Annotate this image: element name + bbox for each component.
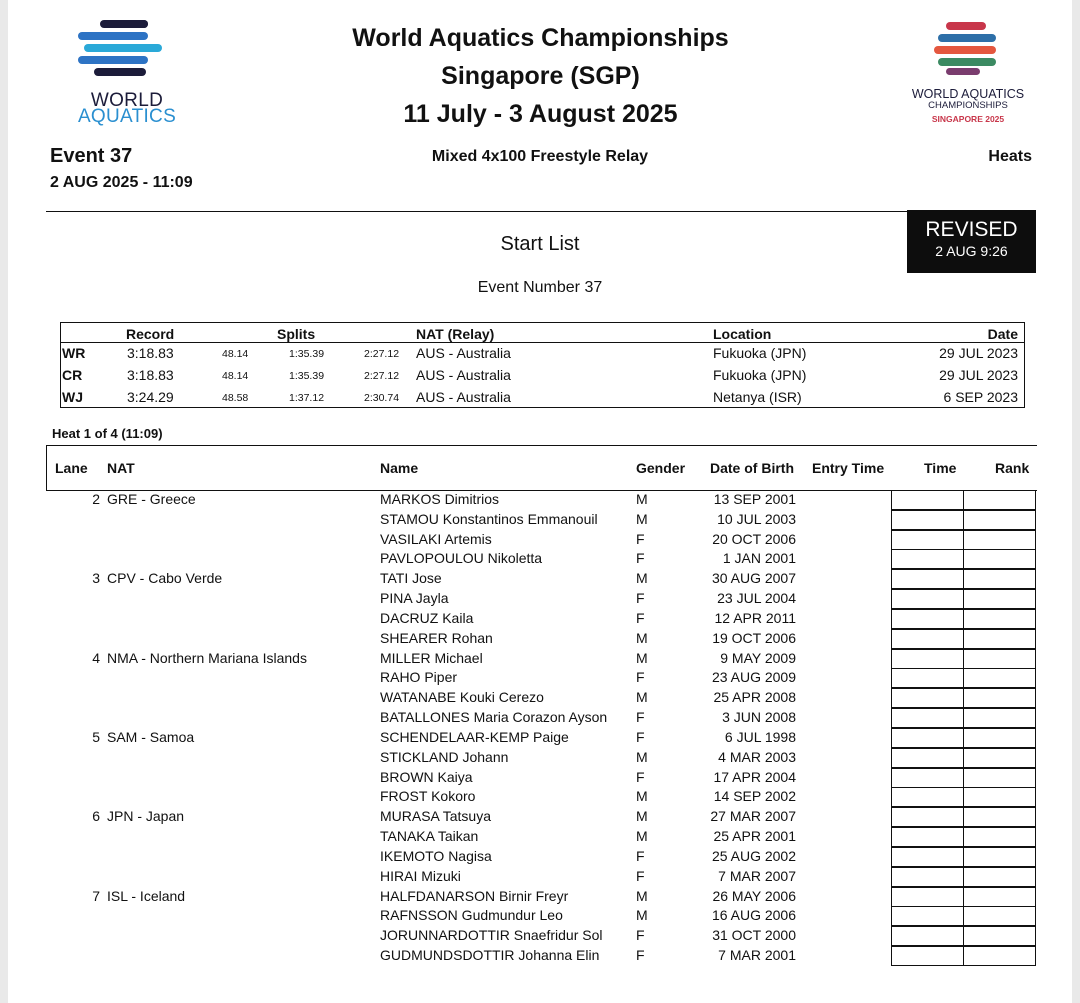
time-entry-box [891,787,964,807]
lane-number: 2 [92,491,100,507]
record-split1: 48.58 [222,392,249,404]
time-entry-box [891,490,964,510]
heat-header-bar [46,445,1037,491]
swimmer-dob: 25 APR 2001 [713,828,796,845]
swimmer-dob: 19 OCT 2006 [712,629,796,646]
swimmer-name: DACRUZ Kaila [380,609,474,626]
swimmer-gender: M [636,808,648,825]
swimmer-name: FROST Kokoro [380,788,476,805]
swimmer-gender: F [636,947,645,964]
swimmer-name: BATALLONES Maria Corazon Ayson [380,709,608,726]
swimmer-gender: F [636,709,645,726]
record-nat: AUS - Australia [416,367,511,383]
swimmer-name: HALFDANARSON Birnir Freyr [380,887,569,904]
table-row [48,688,1048,708]
record-split3: 2:27.12 [364,370,400,382]
table-row [48,728,1048,748]
table-row [48,649,1048,669]
swimmer-name: PINA Jayla [380,590,449,607]
time-entry-box [891,867,964,887]
record-time: 3:18.83 [127,367,174,383]
swimmer-gender: M [636,570,648,587]
table-row [48,668,1048,688]
rank-entry-box [963,728,1036,748]
swimmer-gender: F [636,847,645,864]
record-split3: 2:27.12 [364,348,400,360]
swimmer-gender: M [636,748,648,765]
swimmer-gender: F [636,550,645,567]
rank-entry-box [963,768,1036,788]
swimmer-dob: 31 OCT 2000 [712,927,796,944]
record-split2: 1:35.39 [289,348,325,360]
logo-text-aquatics: AQUATICS [77,106,177,127]
rank-entry-box [963,549,1036,569]
revised-label: REVISED [925,218,1018,241]
lane-number: 7 [92,887,100,904]
time-entry-box [891,906,964,926]
rank-entry-box [963,569,1036,589]
time-entry-box [891,807,964,827]
records-col-record: Record [126,326,175,342]
lane-number: 5 [92,728,100,745]
champ-logo-text-1: WORLD AQUATICS [911,87,1025,101]
rank-entry-box [963,668,1036,688]
swimmer-name: TATI Jose [380,570,442,587]
rank-entry-box [963,530,1036,550]
records-header-divider [60,342,1025,343]
heat-title: Heat 1 of 4 (11:09) [52,426,163,441]
record-row [60,345,1023,367]
record-nat: AUS - Australia [416,345,511,361]
champ-logo-text-3: SINGAPORE 2025 [931,114,1005,124]
table-row [48,629,1048,649]
table-row [48,748,1048,768]
swimmer-dob: 6 JUL 1998 [724,728,796,745]
swimmer-dob: 10 JUL 2003 [717,510,796,527]
swimmer-name: RAHO Piper [380,669,458,686]
table-row [48,946,1048,966]
event-datetime: 2 AUG 2025 - 11:09 [50,174,193,191]
title-championship: World Aquatics Championships [352,24,729,52]
rank-entry-box [963,787,1036,807]
swimmer-gender: F [636,867,645,884]
swimmer-dob: 17 APR 2004 [713,768,796,785]
event-phase: Heats [988,148,1032,165]
record-split3: 2:30.74 [364,392,400,404]
team-nat: ISL - Iceland [107,887,186,904]
swimmer-dob: 13 SEP 2001 [713,491,796,507]
swimmer-name: STICKLAND Johann [380,748,509,765]
rank-entry-box [963,649,1036,669]
time-entry-box [891,668,964,688]
swimmer-name: SCHENDELAAR-KEMP Paige [380,728,569,745]
swimmer-gender: M [636,689,648,706]
records-col-date: Date [987,326,1018,342]
revised-badge [907,210,1036,273]
swimmer-gender: M [636,629,648,646]
record-code: WJ [62,389,83,405]
rank-entry-box [963,807,1036,827]
swimmer-gender: M [636,828,648,845]
swimmer-gender: M [636,907,648,924]
table-row [48,847,1048,867]
revised-time: 2 AUG 9:26 [935,243,1008,259]
rank-entry-box [963,490,1036,510]
swimmer-gender: F [636,927,645,944]
champ-logo-text-2: CHAMPIONSHIPS [928,100,1008,111]
records-col-nat: NAT (Relay) [416,326,495,342]
swimmer-name: MILLER Michael [380,649,483,666]
swimmer-gender: F [636,728,645,745]
swimmer-gender: F [636,530,645,547]
record-row [60,367,1023,389]
rank-entry-box [963,748,1036,768]
record-time: 3:24.29 [127,389,174,405]
team-nat: NMA - Northern Mariana Islands [107,649,307,666]
swimmer-dob: 7 MAR 2001 [718,947,796,964]
swimmer-dob: 25 APR 2008 [713,689,796,706]
time-entry-box [891,708,964,728]
team-nat: JPN - Japan [107,808,185,825]
time-entry-box [891,768,964,788]
rank-entry-box [963,589,1036,609]
col-lane: Lane [55,460,88,476]
col-date-of-birth: Date of Birth [710,460,794,476]
time-entry-box [891,510,964,530]
table-row [48,569,1048,589]
record-location: Fukuoka (JPN) [713,367,807,383]
time-entry-box [891,847,964,867]
rank-entry-box [963,688,1036,708]
swimmer-name: TANAKA Taikan [380,828,479,845]
col-entry-time: Entry Time [812,460,885,476]
rank-entry-box [963,510,1036,530]
table-row [48,490,1048,510]
event-number: Event Number 37 [477,279,603,296]
time-entry-box [891,887,964,907]
table-row [48,549,1048,569]
table-row [48,926,1048,946]
swimmer-gender: M [636,887,648,904]
time-entry-box [891,530,964,550]
swimmer-dob: 23 AUG 2009 [711,669,796,686]
swimmer-dob: 9 MAY 2009 [720,649,796,666]
swimmer-dob: 1 JAN 2001 [722,550,796,567]
time-entry-box [891,649,964,669]
record-date: 6 SEP 2023 [943,389,1018,405]
rank-entry-box [963,827,1036,847]
record-date: 29 JUL 2023 [939,367,1018,383]
time-entry-box [891,549,964,569]
swimmer-dob: 26 MAY 2006 [712,887,796,904]
time-entry-box [891,728,964,748]
swimmer-name: STAMOU Konstantinos Emmanouil [380,510,598,527]
swimmer-name: RAFNSSON Gudmundur Leo [380,907,563,924]
swimmer-name: GUDMUNDSDOTTIR Johanna Elin [380,947,600,964]
logo-text-world: WORLD [90,90,164,111]
time-entry-box [891,609,964,629]
swimmer-gender: F [636,669,645,686]
swimmer-dob: 27 MAR 2007 [710,808,796,825]
col-name: Name [380,460,419,476]
rank-entry-box [963,906,1036,926]
table-row [48,589,1048,609]
table-row [48,887,1048,907]
swimmer-name: MURASA Tatsuya [380,808,492,825]
table-row [48,609,1048,629]
championships-logo [888,18,1048,128]
swimmer-dob: 12 APR 2011 [714,609,796,626]
swimmer-dob: 23 JUL 2004 [717,590,796,607]
table-row [48,787,1048,807]
rank-entry-box [963,609,1036,629]
col-gender: Gender [636,460,686,476]
time-entry-box [891,748,964,768]
table-row [48,827,1048,847]
team-nat: GRE - Greece [107,491,196,507]
world-aquatics-logo-icon [72,18,182,76]
swimmer-name: BROWN Kaiya [380,768,473,785]
time-entry-box [891,926,964,946]
start-list-document [8,0,1072,1003]
team-nat: CPV - Cabo Verde [107,570,223,587]
time-entry-box [891,569,964,589]
record-split2: 1:37.12 [289,392,325,404]
record-code: CR [62,367,83,383]
swimmer-name: PAVLOPOULOU Nikoletta [380,550,543,567]
swimmer-gender: F [636,609,645,626]
swimmer-gender: M [636,649,648,666]
event-label: Event 37 [50,145,133,167]
record-nat: AUS - Australia [416,389,511,405]
swimmer-gender: F [636,590,645,607]
record-row [60,389,1023,411]
records-col-splits: Splits [277,326,316,342]
swimmer-name: SHEARER Rohan [380,629,493,646]
record-split1: 48.14 [222,370,249,382]
rank-entry-box [963,629,1036,649]
swimmer-gender: M [636,510,648,527]
swimmer-dob: 30 AUG 2007 [711,570,796,587]
time-entry-box [891,629,964,649]
swimmer-name: WATANABE Kouki Cerezo [380,689,544,706]
lane-number: 3 [92,570,100,587]
time-entry-box [891,827,964,847]
swimmer-dob: 4 MAR 2003 [718,748,796,765]
title-dates: 11 July - 3 August 2025 [403,100,678,128]
swimmer-gender: M [636,788,648,805]
col-rank: Rank [995,460,1030,476]
record-date: 29 JUL 2023 [939,345,1018,361]
swimmer-name: HIRAI Mizuki [380,867,461,884]
swimmer-dob: 3 JUN 2008 [722,709,796,726]
swimmer-gender: F [636,768,645,785]
records-col-location: Location [713,326,772,342]
lane-number: 6 [92,808,100,825]
swimmer-dob: 14 SEP 2002 [713,788,796,805]
rank-entry-box [963,847,1036,867]
swimmer-dob: 7 MAR 2007 [718,867,796,884]
time-entry-box [891,946,964,966]
swimmer-dob: 20 OCT 2006 [712,530,796,547]
header-divider [46,211,1036,212]
swimmer-name: MARKOS Dimitrios [380,491,500,507]
rank-entry-box [963,946,1036,966]
time-entry-box [891,688,964,708]
world-aquatics-logo [72,18,182,126]
table-row [48,530,1048,550]
record-code: WR [62,345,86,361]
lane-number: 4 [92,649,100,666]
document-title: Start List [500,233,580,255]
team-nat: SAM - Samoa [107,728,195,745]
title-location: Singapore (SGP) [441,62,640,90]
rank-entry-box [963,887,1036,907]
col-time: Time [924,460,957,476]
swimmer-name: IKEMOTO Nagisa [380,847,492,864]
record-split2: 1:35.39 [289,370,325,382]
rank-entry-box [963,926,1036,946]
table-row [48,768,1048,788]
table-row [48,807,1048,827]
table-row [48,708,1048,728]
championships-logo-icon [888,18,1048,76]
table-row [48,510,1048,530]
record-split1: 48.14 [222,348,249,360]
record-location: Netanya (ISR) [713,389,802,405]
swimmer-name: VASILAKI Artemis [380,530,492,547]
record-time: 3:18.83 [127,345,174,361]
event-name: Mixed 4x100 Freestyle Relay [431,148,649,165]
table-row [48,906,1048,926]
swimmer-name: JORUNNARDOTTIR Snaefridur Sol [380,927,603,944]
swimmer-dob: 16 AUG 2006 [711,907,796,924]
swimmer-gender: M [636,491,648,507]
rank-entry-box [963,867,1036,887]
record-location: Fukuoka (JPN) [713,345,807,361]
col-nat: NAT [107,460,135,476]
rank-entry-box [963,708,1036,728]
swimmer-dob: 25 AUG 2002 [711,847,796,864]
table-row [48,867,1048,887]
time-entry-box [891,589,964,609]
